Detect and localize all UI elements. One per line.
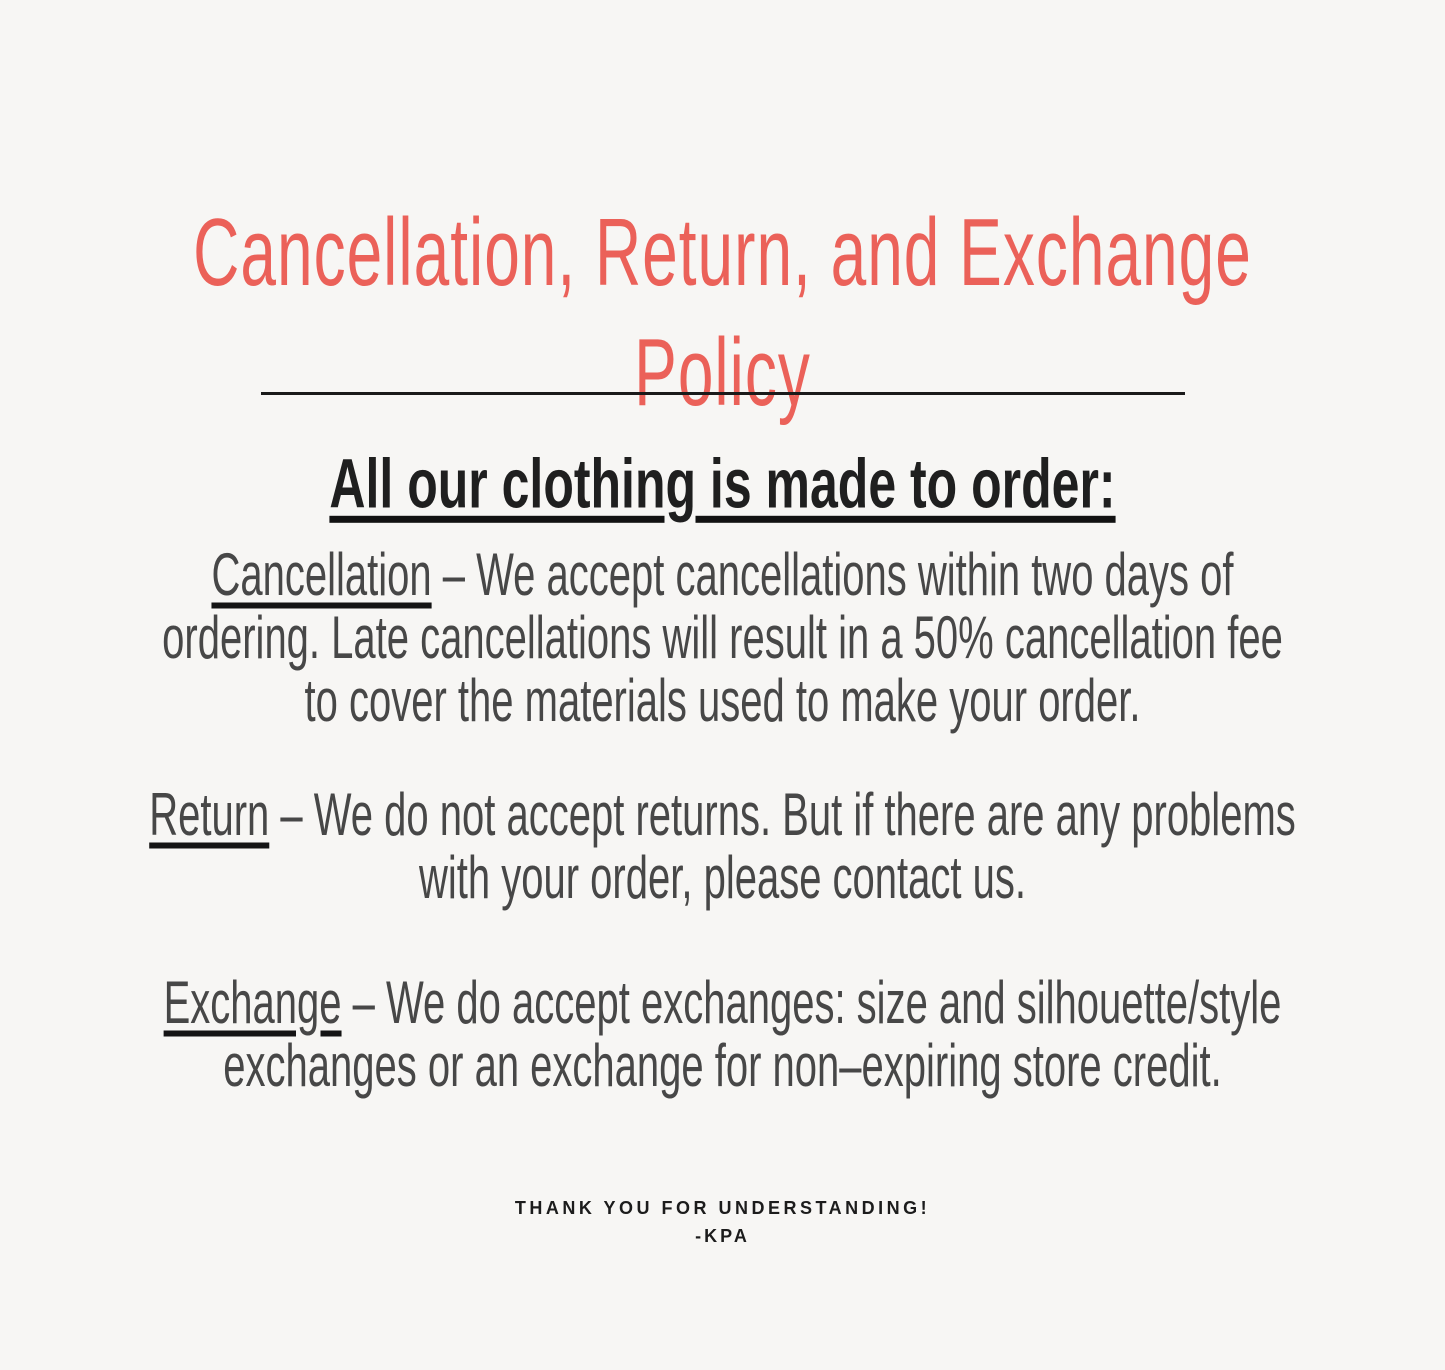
- policy-line: ordering. Late cancellations will result in a 50% cancellation fee: [162, 605, 1283, 672]
- title-line-1: Cancellation, Return, and Exchange: [193, 197, 1252, 306]
- return-policy-paragraph: [63, 784, 1383, 910]
- policy-line: [63, 972, 1383, 1035]
- policy-text: – We do accept exchanges: size and silhouette/style: [352, 970, 1282, 1037]
- cancellation-policy-paragraph: [63, 544, 1383, 733]
- policy-line: to cover the materials used to make your order.: [304, 668, 1141, 735]
- title-divider: [261, 392, 1185, 395]
- footer: [0, 1194, 1445, 1250]
- title-line-2: Policy: [634, 317, 811, 426]
- exchange-policy-paragraph: [63, 972, 1383, 1098]
- policy-text: – We accept cancellations within two days of: [442, 542, 1234, 609]
- cancellation-term: Cancellation: [211, 542, 432, 609]
- policy-line: [63, 544, 1383, 607]
- made-to-order-heading: [0, 443, 1445, 524]
- policy-line: with your order, please contact us.: [419, 845, 1026, 912]
- policy-text: – We do not accept returns. But if there are any problems: [280, 782, 1296, 849]
- made-to-order-heading-text: All our clothing is made to order:: [329, 443, 1116, 523]
- footer-thanks-text: THANK YOU FOR UNDERSTANDING!: [514, 1198, 931, 1218]
- policy-line: exchanges or an exchange for non–expiring store credit.: [223, 1033, 1222, 1100]
- page-title: [0, 192, 1445, 432]
- return-term: Return: [149, 782, 270, 849]
- policy-line: [63, 784, 1383, 847]
- footer-signature: -KPA: [695, 1226, 750, 1246]
- exchange-term: Exchange: [163, 970, 342, 1037]
